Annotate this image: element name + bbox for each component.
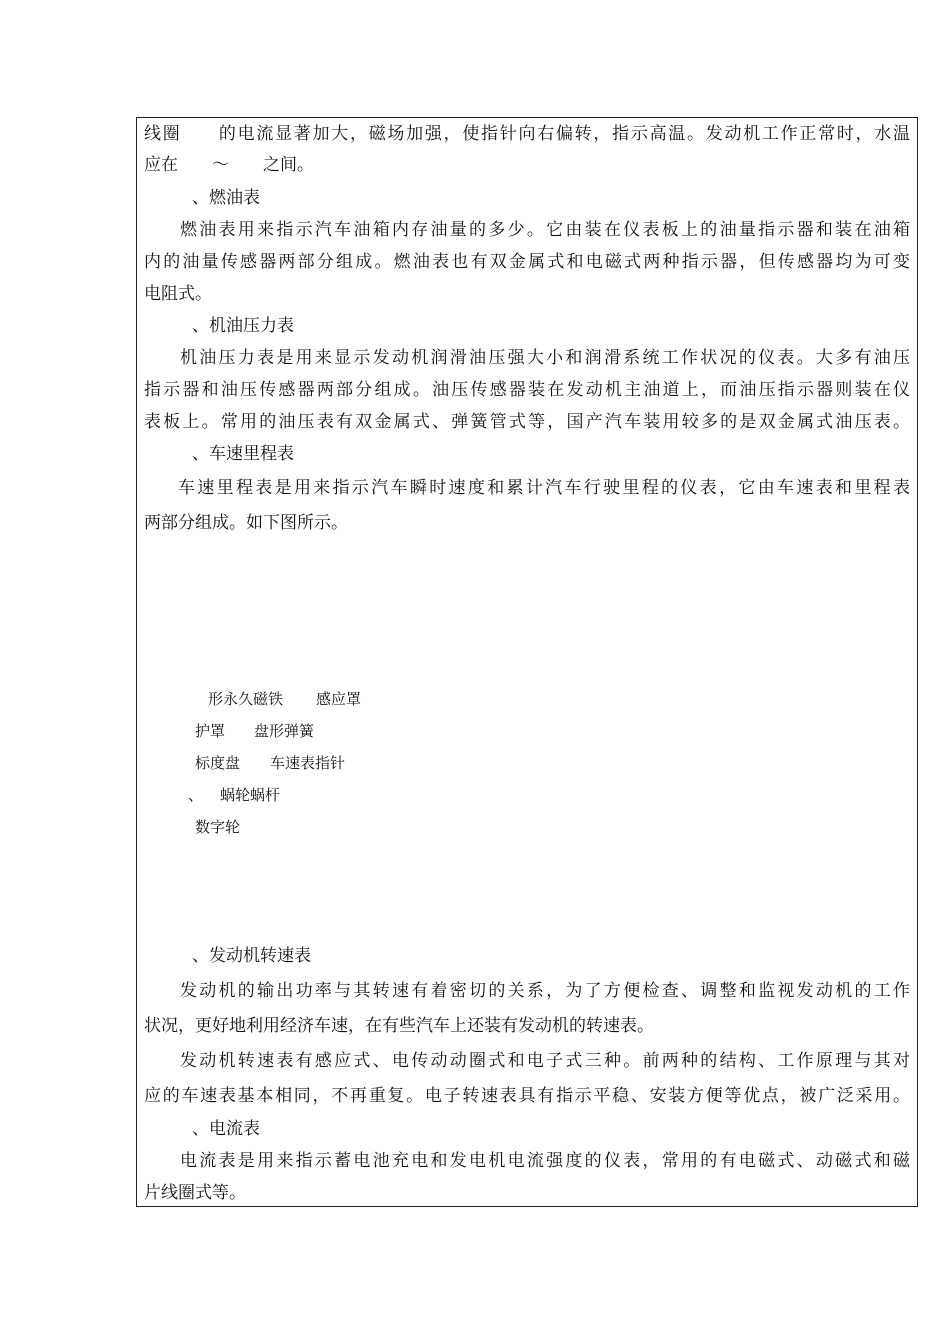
figure-label: 车速表指针 bbox=[270, 754, 346, 772]
text-line: 状况，更好地利用经济车速，在有些汽车上还装有发动机的转速表。 bbox=[144, 1016, 654, 1036]
figure-label: 、 bbox=[188, 786, 204, 804]
figure-label: 形永久磁铁 bbox=[208, 690, 284, 708]
figure-label: 数字轮 bbox=[195, 818, 241, 836]
text-line: 电流表是用来指示蓄电池充电和发电机电流强度的仪表，常用的有电磁式、动磁式和磁 bbox=[180, 1151, 910, 1171]
figure-label: 盘形弹簧 bbox=[254, 722, 315, 740]
text-line: 电阻式。 bbox=[144, 284, 212, 304]
text-line: 线圈 的电流显著加大，磁场加强，使指针向右偏转，指示高温。发动机工作正常时，水温 bbox=[144, 124, 910, 144]
text-line: 发动机转速表有感应式、电传动动圈式和电子式三种。前两种的结构、工作原理与其对 bbox=[180, 1051, 910, 1071]
section-heading-speedometer: 、车速里程表 bbox=[192, 444, 294, 464]
text-line: 燃油表用来指示汽车油箱内存油量的多少。它由装在仪表板上的油量指示器和装在油箱 bbox=[180, 220, 910, 240]
section-heading-tachometer: 、发动机转速表 bbox=[192, 946, 311, 966]
text-line: 应的车速表基本相同，不再重复。电子转速表具有指示平稳、安装方便等优点，被广泛采用。 bbox=[144, 1086, 910, 1106]
text-line: 两部分组成。如下图所示。 bbox=[144, 513, 348, 533]
text-line: 机油压力表是用来显示发动机润滑油压强大小和润滑系统工作状况的仪表。大多有油压 bbox=[180, 348, 910, 368]
text-line: 内的油量传感器两部分组成。燃油表也有双金属式和电磁式两种指示器，但传感器均为可变 bbox=[144, 252, 910, 272]
text-line: 表板上。常用的油压表有双金属式、弹簧管式等，国产汽车装用较多的是双金属式油压表。 bbox=[144, 412, 910, 432]
figure-label: 感应罩 bbox=[316, 690, 362, 708]
figure-label: 标度盘 bbox=[195, 754, 241, 772]
text-line: 应在 ～ 之间。 bbox=[144, 155, 314, 175]
text-line: 车速里程表是用来指示汽车瞬时速度和累计汽车行驶里程的仪表，它由车速表和里程表 bbox=[178, 478, 910, 498]
text-line: 发动机的输出功率与其转速有着密切的关系，为了方便检查、调整和监视发动机的工作 bbox=[180, 981, 910, 1001]
section-heading-fuel-gauge: 、燃油表 bbox=[192, 188, 260, 208]
text-line: 片线圈式等。 bbox=[144, 1183, 246, 1203]
text-line: 指示器和油压传感器两部分组成。油压传感器装在发动机主油道上，而油压指示器则装在仪 bbox=[144, 380, 910, 400]
content-table-border bbox=[136, 117, 918, 1207]
section-heading-ammeter: 、电流表 bbox=[192, 1119, 260, 1139]
figure-label: 护罩 bbox=[195, 722, 226, 740]
figure-label: 蜗轮蜗杆 bbox=[220, 786, 281, 804]
section-heading-oil-pressure-gauge: 、机油压力表 bbox=[192, 316, 294, 336]
